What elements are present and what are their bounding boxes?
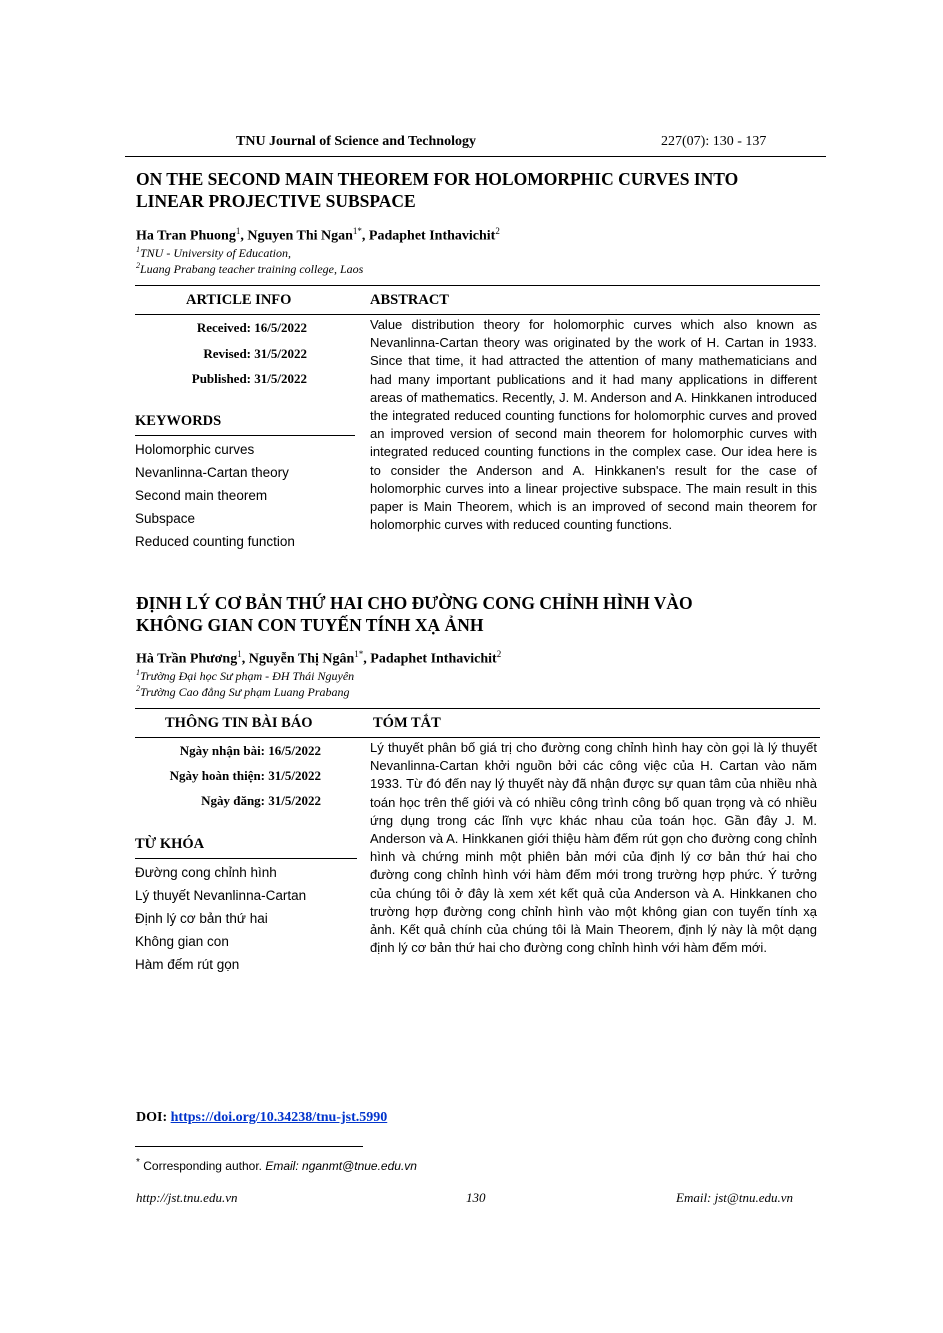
keywords-heading-vi: TỪ KHÓA — [135, 836, 205, 852]
date-label: Ngày nhận bài: — [179, 743, 266, 758]
author-name: Nguyen Thi Ngan — [247, 228, 353, 244]
vietnamese-affiliation-1 — [136, 668, 354, 684]
journal-name: TNU Journal of Science and Technology — [236, 134, 476, 149]
affiliation-sup: 2 — [136, 684, 140, 693]
vietnamese-abstract-text: Lý thuyết phân bố giá trị cho đường cong chỉnh hình hay còn gọi là lý thuyết Nevanlinna-Cartan khởi nguồn bởi các công việc của H. Cartan vào năm 1933. Từ đó đến nay lý thuyết này đã nhận được sự quan tâm của nhiều nhà toán học trên thế giới và có nhiều công trình công bố quan trọng và có nhiều ứng dụng trong các lĩnh vực khác nhau của toán học. Gần đây J. M. Anderson và A. Hinkkanen giới thiệu hàm đếm rút gọn cho đường cong chỉnh hình và chứng minh một phiên bản mới của định lý cơ bản thứ hai cho đường cong chỉnh hình với hàm đếm mới trong trường hợp phức. Ý tưởng của chúng tôi ở đây là xem xét kết quả của Anderson và A. Hinkkanen cho trường hợp đường cong chỉnh hình vào một không gian con tuyến tính xạ ảnh. Kết quả chính của chúng tôi là Main Theorem, định lý này là một dạng định lý cơ bản thứ hai cho đường cong chỉnh hình với hàm đếm mới. — [370, 740, 817, 956]
article-info-heading-vi: THÔNG TIN BÀI BÁO — [165, 715, 313, 731]
keyword-item: Nevanlinna-Cartan theory — [135, 465, 289, 480]
header-rule — [125, 156, 826, 157]
english-top-rule — [135, 285, 820, 286]
author-sup: 1* — [352, 226, 362, 236]
abstract-heading-vi: TÓM TẮT — [373, 715, 441, 731]
published-date — [135, 371, 307, 387]
english-authors: Ha Tran Phuong$^1$, Nguyen Thi Ngan$^{1*}$, Padaphet Inthavichit$^2$ — [136, 226, 500, 244]
author-sup: 1 — [237, 649, 242, 659]
volume-pages: 227(07): 130 - 137 — [661, 134, 767, 149]
author-name: Hà Trần Phương — [136, 651, 238, 667]
date-label: Revised: — [203, 346, 252, 361]
author-sup: 2 — [495, 226, 500, 236]
keyword-item: Lý thuyết Nevanlinna-Cartan — [135, 888, 307, 903]
keywords-heading: KEYWORDS — [135, 413, 222, 429]
keyword-item: Second main theorem — [135, 488, 268, 503]
vietnamese-title — [136, 592, 816, 636]
date-label: Received: — [196, 320, 252, 335]
corresponding-author-footnote — [136, 1157, 417, 1173]
date-value: 16/5/2022 — [268, 743, 321, 758]
keyword-item: Hàm đếm rút gọn — [135, 957, 240, 972]
author-name: Ha Tran Phuong — [136, 228, 236, 244]
keywords-rule — [135, 435, 355, 436]
vietnamese-heading-rule — [135, 737, 820, 738]
published-date-vi — [135, 793, 321, 809]
keyword-item: Subspace — [135, 511, 196, 526]
vietnamese-authors: Hà Trần Phương$^1$, Nguyễn Thị Ngân$^{1*}$, Padaphet Inthavichit$^2$ — [136, 649, 502, 667]
footnote-email[interactable]: nganmt@tnue.edu.vn — [302, 1159, 417, 1173]
affiliation-sup: 1 — [136, 668, 140, 677]
received-date-vi — [135, 743, 321, 759]
english-heading-rule — [135, 314, 820, 315]
affiliation-sup: 2 — [136, 261, 140, 270]
footnote-marker: * — [136, 1157, 140, 1168]
date-label: Ngày hoàn thiện: — [169, 768, 266, 783]
date-value: 16/5/2022 — [254, 320, 307, 335]
author-sup: 1* — [354, 649, 364, 659]
keyword-item: Holomorphic curves — [135, 442, 255, 457]
footer-email[interactable]: Email: jst@tnu.edu.vn — [676, 1190, 794, 1205]
keyword-item: Định lý cơ bản thứ hai — [135, 911, 268, 926]
keyword-item: Không gian con — [135, 934, 229, 949]
author-name: Padaphet Inthavichit — [368, 228, 496, 244]
doi-label: DOI: — [136, 1110, 168, 1125]
author-name: Nguyễn Thị Ngân — [248, 651, 355, 667]
author-sup: 2 — [496, 649, 502, 659]
footnote-rule — [135, 1146, 363, 1147]
english-affiliation-1 — [136, 245, 291, 261]
affiliation-text: Trường Đại học Sư phạm - ĐH Thái Nguyên — [140, 669, 355, 683]
keyword-item: Đường cong chỉnh hình — [135, 865, 277, 880]
affiliation-sup: 1 — [136, 245, 140, 254]
footnote-text: Corresponding author. — [143, 1159, 262, 1173]
abstract-heading: ABSTRACT — [370, 292, 449, 308]
author-sup: 1 — [235, 226, 241, 236]
footnote-email-label: Email: — [265, 1159, 299, 1173]
date-value: 31/5/2022 — [268, 768, 321, 783]
keywords-rule-vi — [135, 858, 357, 859]
english-title-line2: LINEAR PROJECTIVE SUBSPACE — [136, 191, 416, 211]
english-title-line1: ON THE SECOND MAIN THEOREM FOR HOLOMORPHIC CURVES INTO — [136, 169, 739, 189]
revised-date — [135, 346, 307, 362]
date-value: 31/5/2022 — [254, 346, 307, 361]
vietnamese-title-line1: ĐỊNH LÝ CƠ BẢN THỨ HAI CHO ĐƯỜNG CONG CHỈNH HÌNH VÀO — [136, 593, 693, 613]
date-label: Published: — [191, 371, 252, 386]
date-value: 31/5/2022 — [254, 371, 307, 386]
received-date — [135, 320, 307, 336]
english-title — [136, 168, 816, 212]
affiliation-text: Trường Cao đẳng Sư phạm Luang Prabang — [140, 685, 350, 699]
author-name: Padaphet Inthavichit — [370, 651, 497, 667]
vietnamese-affiliation-2 — [136, 684, 350, 700]
affiliation-text: TNU - University of Education, — [140, 246, 291, 260]
english-affiliation-2 — [136, 261, 363, 277]
article-info-heading: ARTICLE INFO — [186, 292, 292, 308]
doi-line — [136, 1110, 387, 1126]
vietnamese-top-rule — [135, 708, 820, 709]
keyword-item: Reduced counting function — [135, 534, 295, 549]
affiliation-text: Luang Prabang teacher training college, Laos — [140, 262, 364, 276]
footer-page-number: 130 — [466, 1190, 486, 1205]
revised-date-vi — [135, 768, 321, 784]
date-label: Ngày đăng: — [201, 793, 266, 808]
vietnamese-title-line2: KHÔNG GIAN CON TUYẾN TÍNH XẠ ẢNH — [136, 615, 484, 635]
doi-link[interactable]: https://doi.org/10.34238/tnu-jst.5990 — [170, 1110, 388, 1125]
english-abstract-text: Value distribution theory for holomorphic curves which also known as Nevanlinna-Cartan theory was originated by the work of H. Cartan in 1933. Since that time, it had attracted the attention of many mathematicians and had many important publications and it had many applications in different areas of mathematics. Recently, J. M. Anderson and A. Hinkkanen introduced the integrated reduced counting functions for holomorphic curves and proved an improved version of second main theorem for holomorphic curves with integrated reduced counting functions in the complex case. Our idea here is to consider the Anderson and A. Hinkkanen's result for the case of holomorphic curves into a linear projective subspace. The main result in this paper is Main Theorem, which is an improved of second main theorem for holomorphic curves with reduced counting functions. — [370, 317, 817, 533]
date-value: 31/5/2022 — [268, 793, 321, 808]
footer-url[interactable]: http://jst.tnu.edu.vn — [136, 1190, 238, 1205]
